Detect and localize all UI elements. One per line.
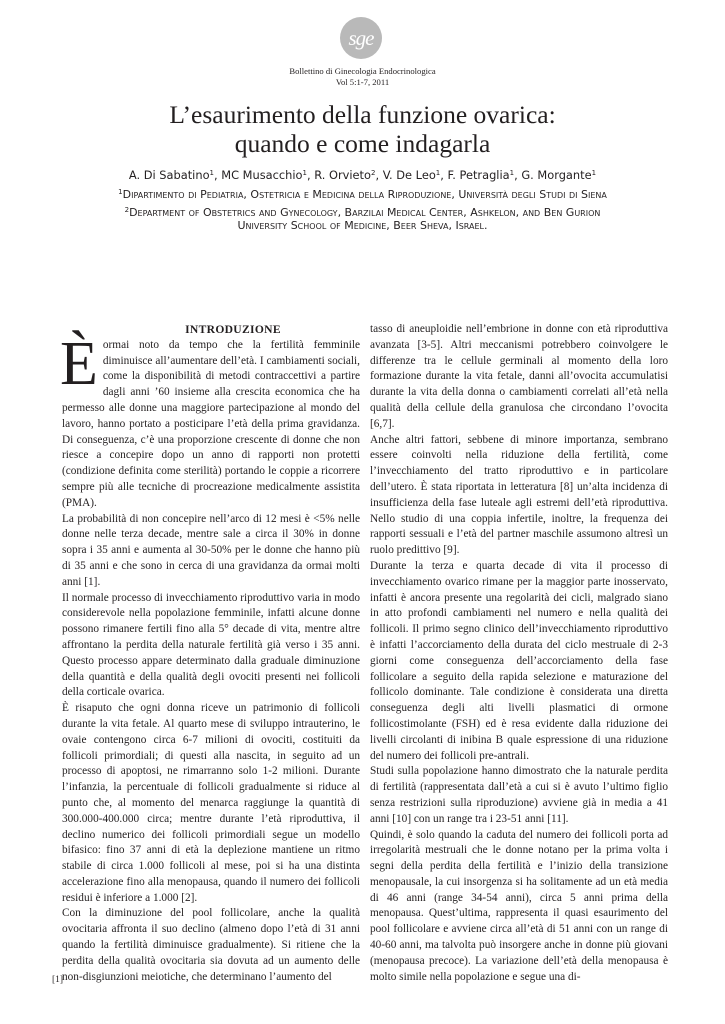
affiliation-1: $^1$Dipartimento di Pediatria, Ostetricia e Medicina della Riproduzione, Università degli Studi di Siena xyxy=(118,188,607,201)
affiliation-2: $^2$Department of Obstetrics and Gynecology, Barzilai Medical Center, Ashkelon, and Ben Gurion xyxy=(124,206,601,219)
paragraph: La probabilità di non concepire nell’arco di 12 mesi è <5% nelle donne nelle terza decade, mentre sale a circa il 30% in donne sopra i 35 anni e aumenta al 30-50% per le donne che hanno più di 35 anni e che sono in cerca di una gravidanza da ormai molti anni [1]. xyxy=(62,512,360,588)
affiliation-2-continued: University School of Medicine, Beer Sheva, Israel. xyxy=(237,219,488,232)
paragraph: Con la diminuzione del pool follicolare, anche la qualità ovocitaria affronta il suo declino (almeno dopo l’età di 31 anni quando la fertilità diminuisce gradualmente). Si ritiene che la perdita della qualità ovocitaria sia dovuta ad un aumento delle non-disgiunzioni meiotiche, che determinano l’aumento del xyxy=(62,907,360,983)
paragraph: Durante la terza e quarta decade di vita il processo di invecchiamento ovarico rimane per la maggior parte inosservato, infatti è ancora presente una regolarità dei cicli, malgrado siano in atto profondi cambiamenti nel numero e nella qualità dei follicoli. Il primo segno clinico dell’invecchiamento riproduttivo è infatti l’accorciamento della durata del ciclo mestruale di 2-3 giorni come conseguenza dell’accorciamento della fase follicolare a seguito della rapida selezione e maturazione del follicolo dominante. Tale condizione è considerata una diretta conseguenza degli alti livelli plasmatici di ormone follicostimolante (FSH) ed è resa evidente dalla riduzione dei livelli circolanti di inibina B quale espressione di una riduzione del numero dei follicoli pre-antrali. xyxy=(370,559,668,762)
left-column xyxy=(62,322,360,985)
paragraph: Èormai noto da tempo che la fertilità femminile diminuisce all’aumentare dell’età. I cambiamenti sociali, come la disponibilità di metodi contraccettivi a partire dagli anni ’60 insieme alla crescita economica che ha permesso alle donne una maggiore partecipazione al mondo del lavoro, hanno portato a posticipare l’età della prima gravidanza. Di conseguenza, c’è una proporzione crescente di donne che non riesce a concepire dopo un anno di rapporti non protetti (condizione definita come sterilità) portando le coppie a ricorrere sempre più alle tecniche di procreazione medicalmente assistita (PMA). xyxy=(60,329,360,509)
paragraph: Anche altri fattori, sebbene di minore importanza, sembrano essere coinvolti nella riduzione della fertilità, come l’invecchiamento del tratto riproduttivo e in particolare dell’utero. È stata riportata in letteratura [8] un’alta incidenza di insufficienza della fase luteale agli estremi dell’età riproduttiva. Nello studio di una coppia infertile, inoltre, la frequenza dei rapporti sessuali e l’età del partner maschile assumono altresì un ruolo predittivo [9]. xyxy=(370,433,668,557)
journal-volume: Vol 5:1-7, 2011 xyxy=(335,77,390,87)
author: MC Musacchio$^1$, xyxy=(221,168,315,182)
section-heading: INTRODUZIONE xyxy=(185,323,281,336)
author-list xyxy=(40,166,685,182)
author: A. Di Sabatino$^1$, xyxy=(128,168,222,182)
author: V. De Leo$^1$, xyxy=(382,168,448,182)
drop-cap: È xyxy=(60,329,98,398)
paragraph: Il normale processo di invecchiamento riproduttivo varia in modo considerevole nella popolazione femminile, infatti alcune donne possono rimanere fertili fino alla 5° decade di vita, mentre altre affrontano la perdita della naturale fertilità già verso i 35 anni. Questo processo appare determinato dalla graduale diminuzione della quantità e della qualità degli ovociti presenti nei follicoli della corticale ovarica. xyxy=(62,591,360,699)
paragraph: tasso di aneuploidie nell’embrione in donne con età riproduttiva avanzata [3-5]. Altri meccanismi potrebbero coinvolgere le differenze tra le cellule germinali al momento della loro formazione durante la vita fetale, danni all’ovocita accumulatisi durante la vita della donna o cambiamenti correlati all’età nella qualità della cellule della granulosa che circondano l’ovocita [6,7]. xyxy=(370,323,668,430)
title-line-1: L’esaurimento della funzione ovarica: xyxy=(169,100,556,129)
paragraph: Studi sulla popolazione hanno dimostrato che la naturale perdita di fertilità (rappresentata dall’età a cui si è avuto l’ultimo figlio senza restrizioni sulla riproduzione) avviene già in media a 41 anni [10] con un range tra i 23-51 anni [11]. xyxy=(370,765,668,825)
journal-logo xyxy=(340,17,382,59)
paragraph: È risaputo che ogni donna riceve un patrimonio di follicoli durante la vita fetale. Al quarto mese di sviluppo intrauterino, le ovaie contengono circa 6-7 milioni di ovociti, costituiti da follicoli primordiali; di questi alla nascita, in seguito ad un processo di apoptosi, ne rimarranno solo 1-2 milioni. Durante l’infanzia, la percentuale di follicoli gradualmente si riduce al punto che, al momento del menarca raggiunge la quantità di 300.000-400.000 circa; mentre durante l’età riproduttiva, il declino numerico dei follicoli primordiali segue un modello bifasico: fino 37 anni di età la deplezione mantiene un ritmo stabile di circa 1.000 follicoli al mese, poi si ha una distinta accelerazione fino alla menopausa, quando il numero dei follicoli residui è inferiore a 1.000 [2]. xyxy=(62,702,360,904)
author: G. Morgante$^1$ xyxy=(521,168,597,182)
author: F. Petraglia$^1$, xyxy=(447,168,522,182)
right-column xyxy=(370,322,668,985)
author: R. Orvieto$^2$, xyxy=(314,168,383,182)
article-title xyxy=(60,100,665,158)
title-line-2: quando e come indagarla xyxy=(234,129,491,158)
page-number: [1] xyxy=(52,975,64,985)
logo-text: sge xyxy=(348,25,374,50)
paragraph: Quindi, è solo quando la caduta del numero dei follicoli porta ad irregolarità mestruali che le donne notano per la prima volta i segni della perdita della fertilità e l’inizio della transizione menopausale, la cui insorgenza si ha solitamente ad un età media di 46 anni (range 34-54 anni), circa 5 anni prima della menopausa. Quest’ultima, rappresenta il quasi esaurimento del pool follicolare e avviene circa all’età di 51 anni con un range di 40-60 anni, ma talvolta può insorgere anche in donne più giovani (menopausa precoce). La variazione dell’età della menopausa è molto simile nella popolazione e segue una di- xyxy=(370,828,668,983)
journal-name: Bollettino di Ginecologia Endocrinologica xyxy=(289,66,436,76)
